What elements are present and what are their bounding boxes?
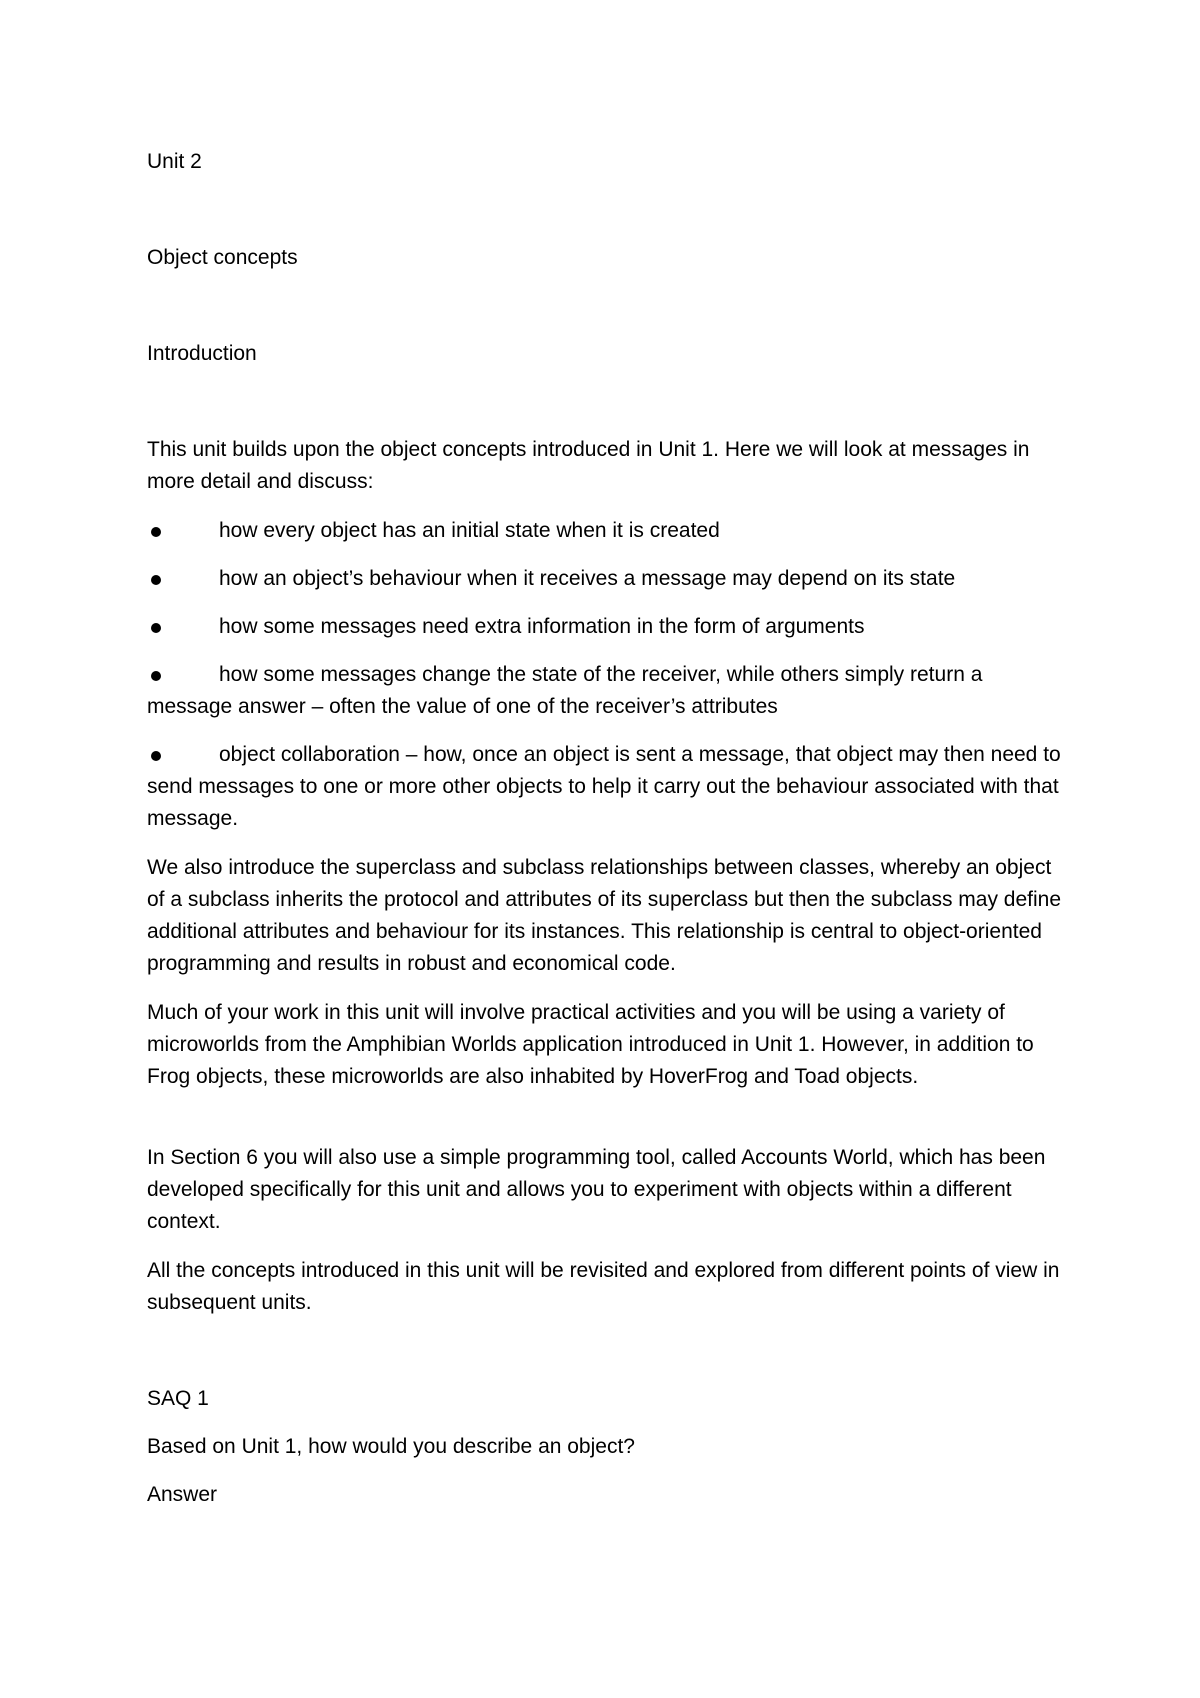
bullet-icon xyxy=(151,575,161,585)
list-item xyxy=(147,659,1067,723)
list-item-text: how some messages change the state of the receiver, while others simply return a message answer – often the value of one of the receiver’s attributes xyxy=(147,663,983,718)
list-item-text: how every object has an initial state when it is created xyxy=(219,519,720,542)
list-item xyxy=(147,739,1067,835)
document-title: Object concepts xyxy=(147,246,298,269)
paragraph-superclass: We also introduce the superclass and subclass relationships between classes, whereby an object of a subclass inherits the protocol and attributes of its superclass but then the subclass may define additional attributes and behaviour for its instances. This relationship is central to object-oriented programming and results in robust and economical code. xyxy=(147,856,1062,975)
list-item xyxy=(147,515,1067,547)
paragraph-revisited: All the concepts introduced in this unit will be revisited and explored from different points of view in subsequent units. xyxy=(147,1259,1060,1314)
list-item-text: how some messages need extra information in the form of arguments xyxy=(219,615,865,638)
bullet-icon xyxy=(151,527,161,537)
section-heading: Introduction xyxy=(147,342,257,365)
saq-label: SAQ 1 xyxy=(147,1387,209,1410)
unit-label: Unit 2 xyxy=(147,150,202,173)
list-item-text: object collaboration – how, once an object is sent a message, that object may then need to send messages to one or more other objects to help it carry out the behaviour associated with that message. xyxy=(147,743,1061,830)
bullet-icon xyxy=(151,671,161,681)
paragraph-microworlds: Much of your work in this unit will involve practical activities and you will be using a variety of microworlds from the Amphibian Worlds application introduced in Unit 1. However, in addition to Frog objects, these microworlds are also inhabited by HoverFrog and Toad objects. xyxy=(147,1001,1034,1088)
answer-label: Answer xyxy=(147,1483,218,1506)
intro-paragraph: This unit builds upon the object concepts introduced in Unit 1. Here we will look at messages in more detail and discuss: xyxy=(147,438,1030,493)
paragraph-accounts-world: In Section 6 you will also use a simple programming tool, called Accounts World, which has been developed specifically for this unit and allows you to experiment with objects within a different context. xyxy=(147,1146,1046,1233)
list-item xyxy=(147,563,1067,595)
bullet-icon xyxy=(151,751,161,761)
list-item xyxy=(147,611,1067,643)
saq-question: Based on Unit 1, how would you describe an object? xyxy=(147,1435,635,1458)
list-item-text: how an object’s behaviour when it receives a message may depend on its state xyxy=(219,567,956,590)
bullet-icon xyxy=(151,623,161,633)
